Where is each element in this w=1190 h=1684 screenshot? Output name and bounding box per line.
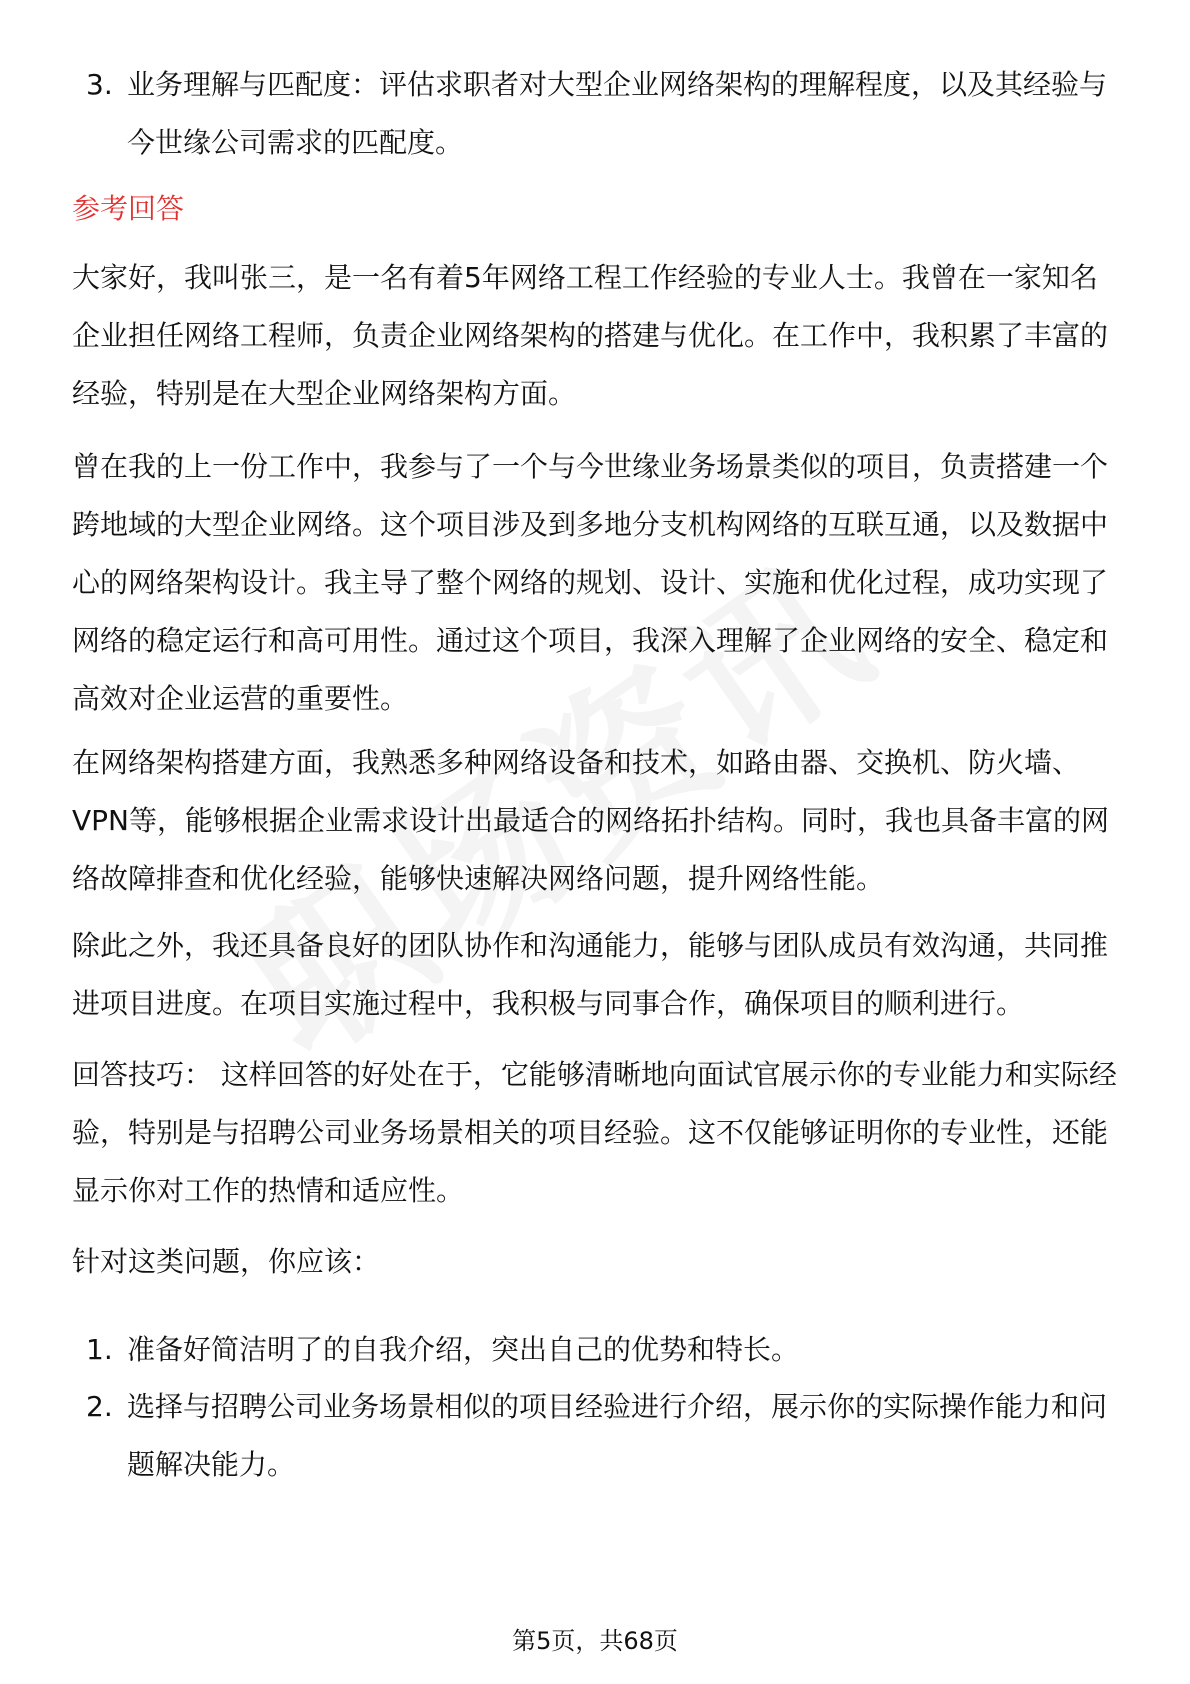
paragraph-project: 曾在我的上一份工作中，我参与了一个与今世缘业务场景类似的项目，负责搭建一个跨地域的大型企业网络。这个项目涉及到多地分支机构网络的互联互通，以及数据中心的网络架构设计。我主导了整个网络的规划、设计、实施和优化过程，成功实现了网络的稳定运行和高可用性。通过这个项目，我深入理解了企业网络的安全、稳定和高效对企业运营的重要性。 bbox=[72, 450, 1109, 715]
paragraph-advice-intro: 针对这类问题，你应该： bbox=[72, 1245, 381, 1278]
list-number: 1. bbox=[86, 1333, 113, 1366]
list-number: 3. bbox=[86, 68, 113, 101]
list-number: 2. bbox=[86, 1390, 113, 1423]
list-item-2 bbox=[72, 1378, 1122, 1494]
paragraph-teamwork: 除此之外，我还具备良好的团队协作和沟通能力，能够与团队成员有效沟通，共同推进项目进度。在项目实施过程中，我积极与同事合作，确保项目的顺利进行。 bbox=[72, 929, 1109, 1020]
list-text: 选择与招聘公司业务场景相似的项目经验进行介绍，展示你的实际操作能力和问题解决能力。 bbox=[127, 1390, 1108, 1481]
list-text: 业务理解与匹配度：评估求职者对大型企业网络架构的理解程度，以及其经验与今世缘公司需求的匹配度。 bbox=[127, 68, 1108, 159]
paragraph-intro: 大家好，我叫张三，是一名有着5年网络工程工作经验的专业人士。我曾在一家知名企业担任网络工程师，负责企业网络架构的搭建与优化。在工作中，我积累了丰富的经验，特别是在大型企业网络架构方面。 bbox=[72, 261, 1109, 410]
list-item-3 bbox=[72, 56, 1122, 172]
paragraph-skills: 在网络架构搭建方面，我熟悉多种网络设备和技术，如路由器、交换机、防火墙、VPN等，能够根据企业需求设计出最适合的网络拓扑结构。同时，我也具备丰富的网络故障排查和优化经验，能够快速解决网络问题，提升网络性能。 bbox=[72, 746, 1109, 895]
paragraph-tips: 回答技巧： 这样回答的好处在于，它能够清晰地向面试官展示你的专业能力和实际经验，特别是与招聘公司业务场景相关的项目经验。这不仅能够证明你的专业性，还能显示你对工作的热情和适应性。 bbox=[72, 1058, 1117, 1207]
list-item-1 bbox=[72, 1321, 1122, 1379]
list-text: 准备好简洁明了的自我介绍，突出自己的优势和特长。 bbox=[127, 1333, 800, 1366]
section-heading: 参考回答 bbox=[72, 192, 185, 225]
page-footer: 第5页，共68页 bbox=[512, 1627, 678, 1655]
